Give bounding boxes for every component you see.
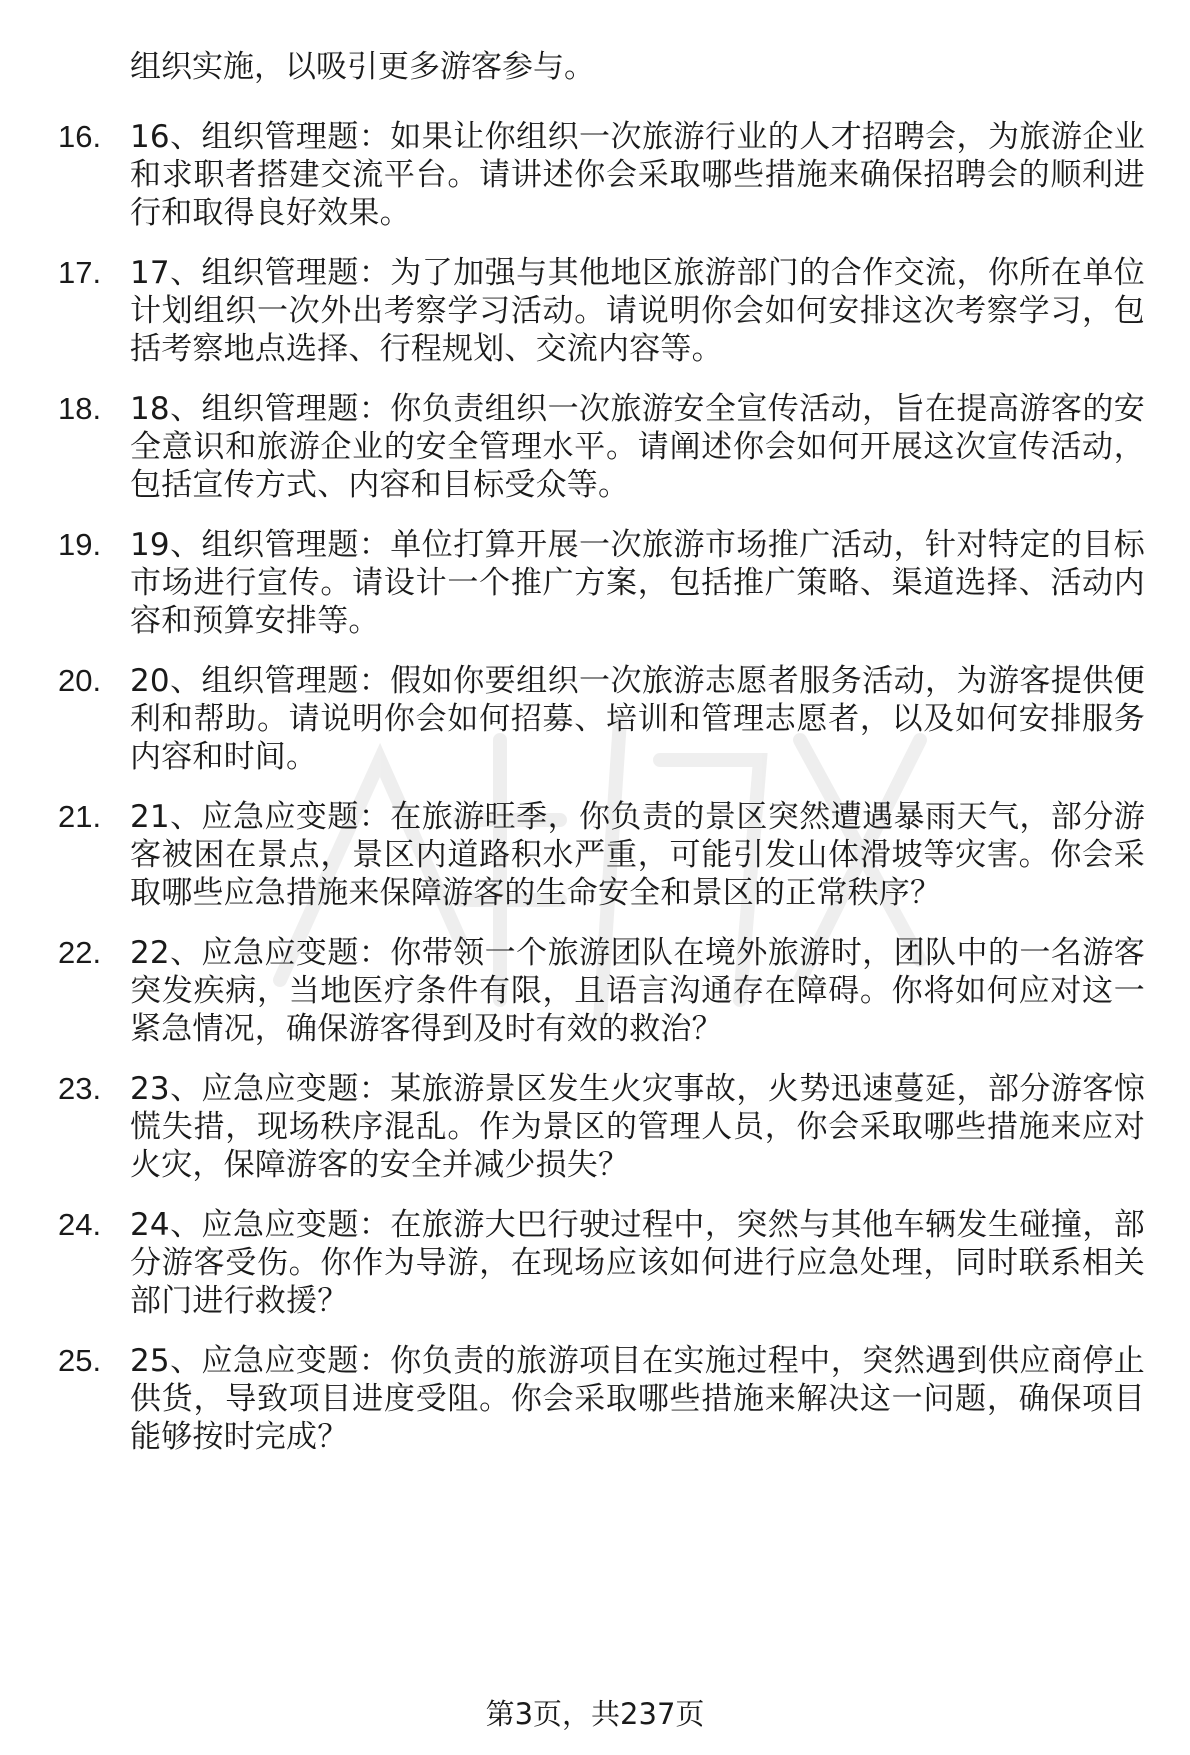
question-text: 23、应急应变题：某旅游景区发生火灾事故，火势迅速蔓延，部分游客惊慌失措，现场秩序混乱。作为景区的管理人员，你会采取哪些措施来应对火灾，保障游客的安全并减少损失？ xyxy=(130,1071,1145,1183)
question-number: 17. xyxy=(58,255,102,290)
question-text: 21、应急应变题：在旅游旺季，你负责的景区突然遭遇暴雨天气，部分游客被困在景点，景区内道路积水严重，可能引发山体滑坡等灾害。你会采取哪些应急措施来保障游客的生命安全和景区的正常秩序？ xyxy=(130,799,1145,911)
question-number: 22. xyxy=(58,935,102,970)
question-text: 25、应急应变题：你负责的旅游项目在实施过程中，突然遇到供应商停止供货，导致项目进度受阻。你会采取哪些措施来解决这一问题，确保项目能够按时完成？ xyxy=(130,1343,1145,1455)
question-number: 23. xyxy=(58,1071,102,1106)
continuation-text: 组织实施，以吸引更多游客参与。 xyxy=(130,49,595,85)
question-number: 18. xyxy=(58,391,102,426)
question-item xyxy=(0,1206,1190,1320)
question-item xyxy=(0,934,1190,1048)
question-number: 20. xyxy=(58,663,102,698)
question-number: 25. xyxy=(58,1343,102,1378)
question-item xyxy=(0,1070,1190,1184)
question-number: 19. xyxy=(58,527,102,562)
question-item xyxy=(0,798,1190,912)
question-item xyxy=(0,254,1190,368)
question-item xyxy=(0,1342,1190,1456)
page-footer: 第3页，共237页 xyxy=(485,1697,705,1731)
question-text: 18、组织管理题：你负责组织一次旅游安全宣传活动，旨在提高游客的安全意识和旅游企业的安全管理水平。请阐述你会如何开展这次宣传活动，包括宣传方式、内容和目标受众等。 xyxy=(130,391,1145,503)
question-text: 16、组织管理题：如果让你组织一次旅游行业的人才招聘会，为旅游企业和求职者搭建交流平台。请讲述你会采取哪些措施来确保招聘会的顺利进行和取得良好效果。 xyxy=(130,119,1145,231)
question-text: 22、应急应变题：你带领一个旅游团队在境外旅游时，团队中的一名游客突发疾病，当地医疗条件有限，且语言沟通存在障碍。你将如何应对这一紧急情况，确保游客得到及时有效的救治？ xyxy=(130,935,1145,1047)
question-item xyxy=(0,526,1190,640)
question-item xyxy=(0,390,1190,504)
question-number: 16. xyxy=(58,119,102,154)
question-list xyxy=(0,118,1190,1478)
question-number: 24. xyxy=(58,1207,102,1242)
question-item xyxy=(0,662,1190,776)
question-number: 21. xyxy=(58,799,102,834)
question-item xyxy=(0,118,1190,232)
question-text: 17、组织管理题：为了加强与其他地区旅游部门的合作交流，你所在单位计划组织一次外出考察学习活动。请说明你会如何安排这次考察学习，包括考察地点选择、行程规划、交流内容等。 xyxy=(130,255,1145,367)
question-text: 24、应急应变题：在旅游大巴行驶过程中，突然与其他车辆发生碰撞，部分游客受伤。你作为导游，在现场应该如何进行应急处理，同时联系相关部门进行救援？ xyxy=(130,1207,1145,1319)
question-text: 19、组织管理题：单位打算开展一次旅游市场推广活动，针对特定的目标市场进行宣传。请设计一个推广方案，包括推广策略、渠道选择、活动内容和预算安排等。 xyxy=(130,527,1145,639)
question-text: 20、组织管理题：假如你要组织一次旅游志愿者服务活动，为游客提供便利和帮助。请说明你会如何招募、培训和管理志愿者，以及如何安排服务内容和时间。 xyxy=(130,663,1145,775)
